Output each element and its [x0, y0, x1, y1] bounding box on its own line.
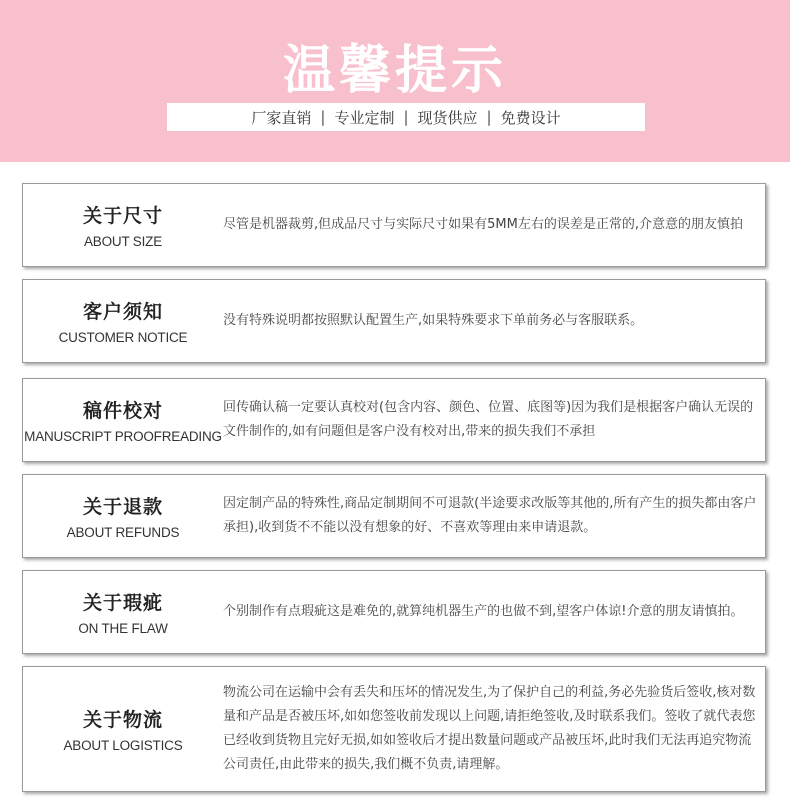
card-subtitle: ABOUT LOGISTICS: [63, 738, 183, 753]
zigzag-teeth: [0, 142, 790, 158]
card-heading: [23, 297, 223, 345]
card-title: 关于退款: [82, 496, 163, 518]
card-text: 回传确认稿一定要认真校对(包含内容、颜色、位置、底图等)因为我们是根据客户确认无误的文件制作的,如有问题但是客户没有校对出,带来的损失我们不承担: [223, 400, 754, 439]
notice-card-customer: [22, 279, 766, 363]
tag-free-design: 免费设计: [500, 108, 561, 127]
card-subtitle: MANUSCRIPT PROOFREADING: [24, 429, 222, 444]
card-heading: [23, 588, 223, 636]
card-text: 尽管是机器裁剪,但成品尺寸与实际尺寸如果有5MM左右的误差是正常的,介意意的朋友慎拍: [223, 217, 743, 232]
card-title: 关于物流: [82, 709, 163, 731]
tag-custom: 专业定制: [334, 108, 395, 127]
card-heading: [23, 201, 223, 249]
card-heading: [23, 396, 223, 444]
notice-card-size: [22, 183, 766, 267]
card-text: 因定制产品的特殊性,商品定制期间不可退款(半途要求改版等其他的,所有产生的损失都由客户承担),收到货不不能以没有想象的好、不喜欢等理由来申请退款。: [223, 496, 757, 535]
card-title: 关于瑕疵: [82, 592, 163, 614]
banner-title: 温馨提示: [282, 41, 507, 101]
notice-card-refunds: [22, 474, 766, 558]
card-heading: [23, 705, 223, 753]
tag-in-stock: 现货供应: [417, 108, 478, 127]
tag-separator: |: [403, 108, 409, 126]
card-title: 稿件校对: [82, 400, 163, 422]
card-subtitle: CUSTOMER NOTICE: [58, 330, 188, 345]
notice-card-flaw: [22, 570, 766, 654]
tag-factory-direct: 厂家直销: [251, 108, 312, 127]
card-text: 个别制作有点瑕疵这是难免的,就算纯机器生产的也做不到,望客户体谅!介意的朋友请慎拍。: [223, 604, 744, 619]
tag-separator: |: [486, 108, 492, 126]
card-title: 关于尺寸: [82, 205, 163, 227]
card-subtitle: ABOUT REFUNDS: [66, 525, 180, 540]
tagline-bar: [167, 103, 645, 131]
card-subtitle: ON THE FLAW: [78, 621, 168, 636]
zigzag-edge: [0, 142, 790, 164]
card-text: 物流公司在运输中会有丢失和压坏的情况发生,为了保护自己的利益,务必先验货后签收,核对数量和产品是否被压坏,如如您签收前发现以上问题,请拒绝签收,及时联系我们。签收了就代表您已经收到货物且完好无损,如如签收后才提出数量问题或产品被压坏,此时我们无法再追究物流公司责任,由此带来的损失,我们概不负责,请理解。: [223, 685, 756, 772]
tag-separator: |: [320, 108, 326, 126]
header-banner: [0, 0, 790, 162]
notice-card-logistics: [22, 666, 766, 792]
card-heading: [23, 492, 223, 540]
card-title: 客户须知: [82, 301, 163, 323]
card-subtitle: ABOUT SIZE: [83, 234, 163, 249]
notice-card-proofreading: [22, 378, 766, 462]
card-text: 没有特殊说明都按照默认配置生产,如果特殊要求下单前务必与客服联系。: [223, 313, 644, 328]
